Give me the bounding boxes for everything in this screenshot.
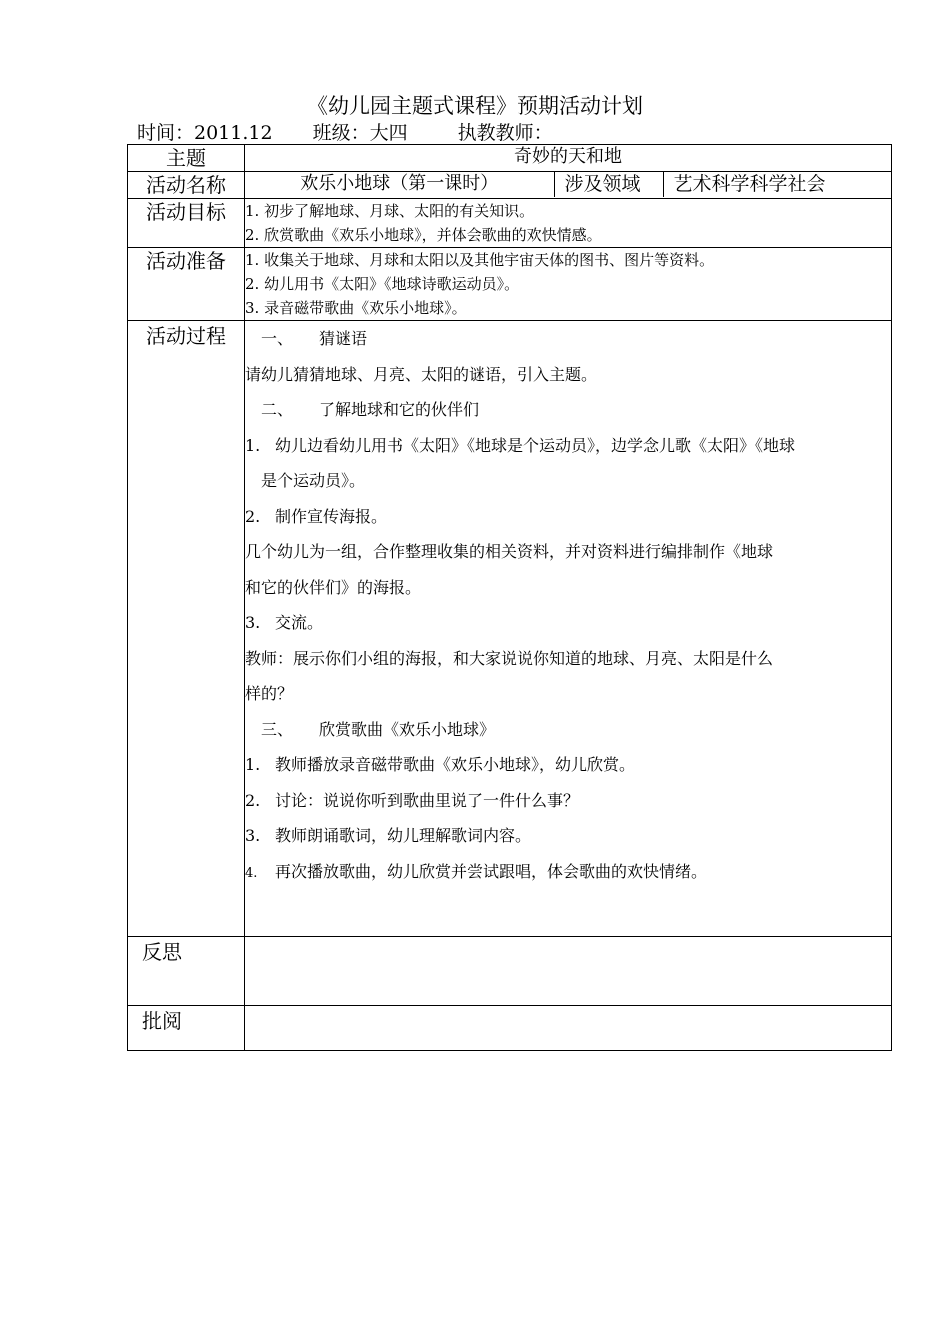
prep-row [128,248,892,321]
reflect-label: 反思 [128,937,245,1006]
review-cell [245,1006,892,1051]
activity-name-row [128,172,892,199]
process-section-1: 一、 猜谜语 [261,329,368,348]
reflect-row [128,937,892,1006]
process-section-3: 三、 欣赏歌曲《欢乐小地球》 [261,719,496,739]
domain-value: 艺术科学科学社会 [663,172,892,197]
activity-name-label: 活动名称 [128,172,245,199]
activity-name-value: 欢乐小地球（第一课时） [300,173,499,194]
process-text: 教师：展示你们小组的海报，和大家说说你知道的地球、月亮、太阳是什么 [245,648,774,668]
goal-item: 2. 欣赏歌曲《欢乐小地球》，并体会歌曲的欢快情感。 [245,226,602,244]
process-text: 和它的伙伴们》的海报。 [245,577,422,597]
prep-item: 3. 录音磁带歌曲《欢乐小地球》。 [245,299,467,317]
domain-label: 涉及领域 [554,172,663,197]
goal-cell [245,199,892,248]
theme-label: 主题 [128,145,245,172]
prep-item: 1. 收集关于地球、月球和太阳以及其他宇宙天体的图书、图片等资料。 [245,251,715,269]
meta-time: 时间：2011.12 [137,122,273,144]
process-item: 4. 再次播放歌曲，幼儿欣赏并尝试跟唱，体会歌曲的欢快情绪。 [245,861,708,881]
meta-teacher: 执教教师： [457,122,553,144]
activity-name-cell [245,172,892,199]
prep-label: 活动准备 [128,248,245,321]
process-item: 1. 幼儿边看幼儿用书《太阳》《地球是个运动员》，边学念儿歌《太阳》《地球 [245,435,796,455]
process-section-2: 二、 了解地球和它的伙伴们 [261,400,480,419]
prep-cell [245,248,892,321]
goal-label: 活动目标 [128,199,245,248]
process-item: 1. 教师播放录音磁带歌曲《欢乐小地球》，幼儿欣赏。 [245,755,636,774]
theme-value: 奇妙的天和地 [245,145,892,172]
process-row [128,321,892,937]
theme-row [128,145,892,172]
meta-line [137,118,553,145]
process-text: 样的？ [245,684,294,703]
prep-item: 2. 幼儿用书《太阳》《地球诗歌运动员》。 [245,275,520,293]
goal-item: 1. 初步了解地球、月球、太阳的有关知识。 [245,202,535,220]
document-title: 《幼儿园主题式课程》预期活动计划 [307,94,643,118]
goal-row [128,199,892,248]
process-item-continued: 是个运动员》。 [261,471,366,490]
review-label: 批阅 [128,1006,245,1051]
process-item: 3. 教师朗诵歌词，幼儿理解歌词内容。 [245,826,532,845]
process-text: 请幼儿猜猜地球、月亮、太阳的谜语，引入主题。 [245,364,598,384]
activity-inner-table [245,172,892,197]
process-cell [245,321,892,937]
reflect-cell [245,937,892,1006]
process-label: 活动过程 [128,321,245,937]
process-item: 2. 讨论：说说你听到歌曲里说了一件什么事？ [245,790,580,810]
process-item: 3. 交流。 [245,613,324,632]
meta-class: 班级：大四 [312,122,408,144]
process-text: 几个幼儿为一组，合作整理收集的相关资料，并对资料进行编排制作《地球 [245,542,774,561]
review-row [128,1006,892,1051]
process-item: 2. 制作宣传海报。 [245,506,388,526]
activity-plan-table [127,144,892,1051]
